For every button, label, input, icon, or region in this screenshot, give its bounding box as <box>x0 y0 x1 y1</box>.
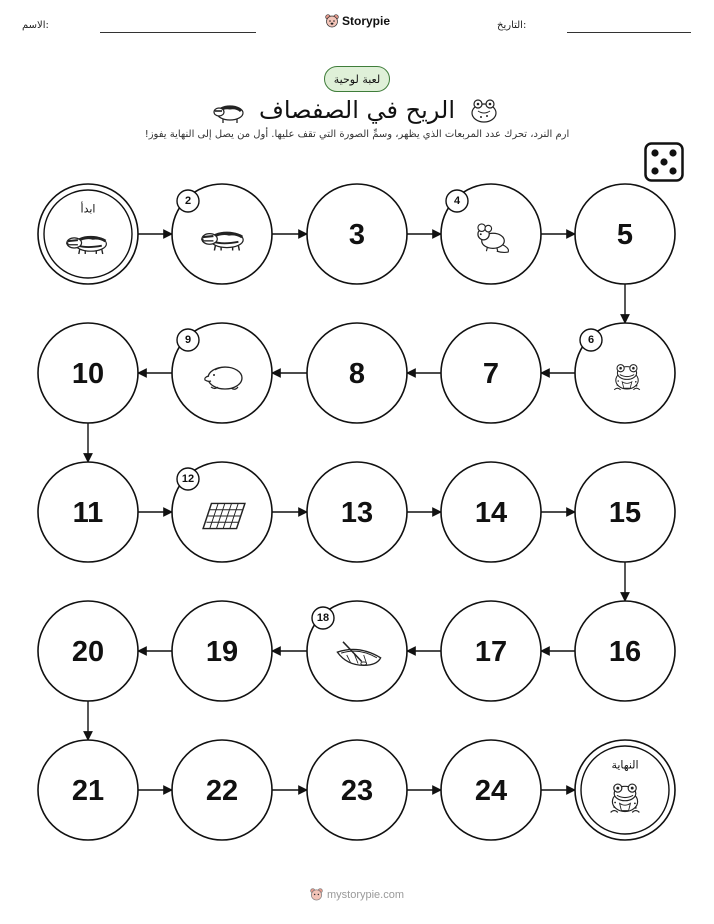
space-number: 24 <box>474 775 508 807</box>
space-number: 20 <box>71 636 105 668</box>
board-space[interactable] <box>575 323 675 423</box>
space-number: 14 <box>474 497 508 529</box>
finish-space[interactable] <box>575 740 675 840</box>
space-number: 15 <box>608 497 642 529</box>
board-space[interactable] <box>575 601 675 701</box>
space-number: 21 <box>71 775 105 807</box>
space-number: 23 <box>340 775 374 807</box>
board-space[interactable] <box>172 601 272 701</box>
space-number: 6 <box>587 334 595 346</box>
page-title: الريح في الصفصاف <box>258 96 456 124</box>
instructions: ارم النرد، تحرك عدد المربعات الذي يظهر، وسمِّ الصورة التي تقف عليها. أول من يصل إلى النهاية يفوز! <box>144 129 570 140</box>
board-space[interactable] <box>38 462 138 562</box>
space-number: 9 <box>184 334 192 346</box>
space-number: 16 <box>608 636 642 668</box>
board-space[interactable] <box>172 323 272 423</box>
toad-icon <box>611 784 640 812</box>
brand-name: Storypie <box>342 14 391 28</box>
board-space[interactable] <box>575 184 675 284</box>
space-number: 13 <box>340 497 374 529</box>
space-number: 2 <box>184 195 192 207</box>
board-space[interactable] <box>307 740 407 840</box>
date-label: التاريخ: <box>497 20 527 31</box>
board-game-badge: لعبة لوحية <box>324 66 390 92</box>
board-space[interactable] <box>307 323 407 423</box>
space-number: 12 <box>181 473 195 485</box>
board-space[interactable] <box>172 184 272 284</box>
space-number: 3 <box>348 219 366 251</box>
storypie-bear-icon <box>310 888 323 901</box>
board-space[interactable] <box>441 184 541 284</box>
space-number: 18 <box>316 612 330 624</box>
board-space[interactable] <box>441 323 541 423</box>
space-number: 8 <box>348 358 366 390</box>
board-space[interactable] <box>307 601 407 701</box>
board-space[interactable] <box>441 740 541 840</box>
footer <box>0 888 714 901</box>
board-space[interactable] <box>172 462 272 562</box>
board-space[interactable] <box>307 462 407 562</box>
board-space[interactable] <box>38 601 138 701</box>
space-number: 10 <box>71 358 105 390</box>
toad-icon <box>614 365 640 390</box>
start-space[interactable] <box>38 184 138 284</box>
board-space[interactable] <box>575 462 675 562</box>
board-space[interactable] <box>307 184 407 284</box>
name-label: الاسم: <box>22 20 49 31</box>
board-space[interactable] <box>38 740 138 840</box>
space-number: 22 <box>205 775 239 807</box>
start-label: ابدأ <box>80 202 96 216</box>
space-number: 19 <box>205 636 239 668</box>
board-space[interactable] <box>441 462 541 562</box>
board-space[interactable] <box>38 323 138 423</box>
space-number: 4 <box>453 195 461 207</box>
board-space[interactable] <box>441 601 541 701</box>
footer-url[interactable]: mystorypie.com <box>326 888 405 901</box>
space-number: 17 <box>474 636 508 668</box>
board-space[interactable] <box>172 740 272 840</box>
space-number: 11 <box>72 497 104 529</box>
space-number: 7 <box>482 358 500 390</box>
space-number: 5 <box>616 219 634 251</box>
finish-label: النهاية <box>611 758 639 772</box>
